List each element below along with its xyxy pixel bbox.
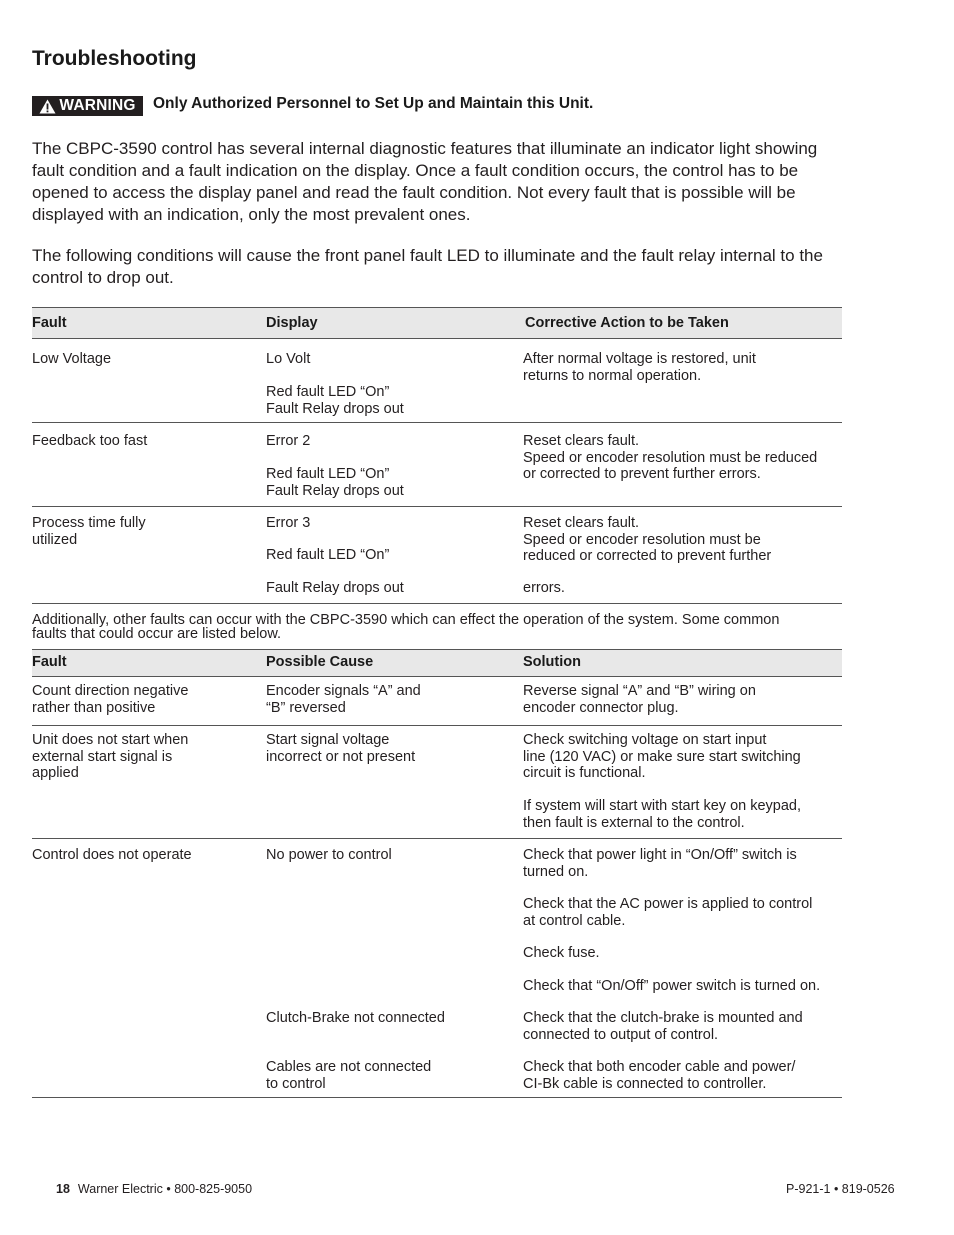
- footer-left: [56, 1182, 252, 1196]
- table-row-action: After normal voltage is restored, unit returns to normal operation.: [523, 351, 756, 384]
- intro-paragraph: The CBPC-3590 control has several internal diagnostic features that illuminate an indicator light showing fault condition and a fault indication on the display. Once a fault condition occurs, the control has to be opened to access the display panel and read the fault condition. Not every fault that is possible will be displayed with an indication, only the most prevalent ones.: [32, 139, 818, 224]
- header-fault: Fault: [32, 315, 67, 331]
- table-row-display: Lo Volt: [266, 351, 311, 367]
- table-row-display: Red fault LED “On”: [266, 547, 390, 563]
- table-row-display: Fault Relay drops out: [266, 580, 404, 596]
- table-row-fault: Feedback too fast: [32, 433, 148, 449]
- table-rule: [32, 338, 842, 339]
- footer-doc-number: P-921-1 • 819-0526: [786, 1182, 895, 1196]
- table-header: [32, 308, 842, 338]
- table-row-display: Error 3: [266, 515, 311, 531]
- table-row-solution: Check that the AC power is applied to control at control cable.: [523, 896, 813, 929]
- table-rule: [32, 422, 842, 423]
- table-row-solution: Check that both encoder cable and power/ CI-Bk cable is connected to controller.: [523, 1059, 796, 1092]
- warning-text: Only Authorized Personnel to Set Up and Maintain this Unit.: [153, 95, 594, 112]
- table-row-fault: Control does not operate: [32, 847, 192, 863]
- footer-company: Warner Electric • 800-825-9050: [77, 1182, 253, 1196]
- additional-faults-note: Additionally, other faults can occur with the CBPC-3590 which can effect the operation of the system. Some common faults that could occur are listed below.: [32, 612, 780, 642]
- conditions-paragraph: The following conditions will cause the front panel fault LED to illuminate and the fault relay internal to the control to drop out.: [32, 246, 823, 287]
- table-rule: [32, 838, 842, 839]
- table-row-action: Reset clears fault. Speed or encoder resolution must be reduced or corrected to prevent further: [523, 515, 772, 564]
- page-title: Troubleshooting: [32, 47, 197, 70]
- table-row-cause: Clutch-Brake not connected: [266, 1010, 445, 1026]
- table-row-solution: Check switching voltage on start input line (120 VAC) or make sure start switching circuit is functional.: [523, 732, 801, 781]
- warning-triangle-icon: [39, 99, 56, 114]
- table-row-solution: Reverse signal “A” and “B” wiring on encoder connector plug.: [523, 683, 756, 716]
- table-row-solution: If system will start with start key on keypad, then fault is external to the control.: [523, 798, 802, 831]
- table-row-cause: Start signal voltage incorrect or not present: [266, 732, 416, 765]
- table-row-fault: Low Voltage: [32, 351, 112, 367]
- table-header: [32, 650, 842, 676]
- table-row-solution: Check that power light in “On/Off” switch is turned on.: [523, 847, 797, 880]
- table-rule: [32, 725, 842, 726]
- table-rule: [32, 1097, 842, 1098]
- table-row-cause: Cables are not connected to control: [266, 1059, 432, 1092]
- warning-label: WARNING: [59, 97, 136, 115]
- table-rule: [32, 603, 842, 604]
- table-row-action: errors.: [523, 580, 565, 596]
- table-row-display: Red fault LED “On” Fault Relay drops out: [266, 466, 404, 499]
- table-row-solution: Check that the clutch-brake is mounted and connected to output of control.: [523, 1010, 803, 1043]
- warning-badge: [32, 96, 143, 116]
- table-row-fault: Count direction negative rather than positive: [32, 683, 189, 716]
- header-corrective-action: Corrective Action to be Taken: [525, 315, 729, 331]
- table-rule: [32, 506, 842, 507]
- table-row-action: Reset clears fault. Speed or encoder resolution must be reduced or corrected to prevent further errors.: [523, 433, 818, 482]
- table-row-fault: Unit does not start when external start signal is applied: [32, 732, 189, 781]
- table-row-fault: Process time fully utilized: [32, 515, 146, 548]
- table-row-solution: Check fuse.: [523, 945, 600, 961]
- table-row-cause: Encoder signals “A” and “B” reversed: [266, 683, 421, 716]
- header-possible-cause: Possible Cause: [266, 654, 374, 670]
- table-rule: [32, 676, 842, 677]
- table-row-display: Error 2: [266, 433, 311, 449]
- table-row-cause: No power to control: [266, 847, 392, 863]
- table-row-display: Red fault LED “On” Fault Relay drops out: [266, 384, 404, 417]
- table-row-solution: Check that “On/Off” power switch is turned on.: [523, 978, 821, 994]
- header-display: Display: [266, 315, 318, 331]
- header-fault: Fault: [32, 654, 67, 670]
- page-number: 18: [56, 1182, 70, 1196]
- header-solution: Solution: [523, 654, 581, 670]
